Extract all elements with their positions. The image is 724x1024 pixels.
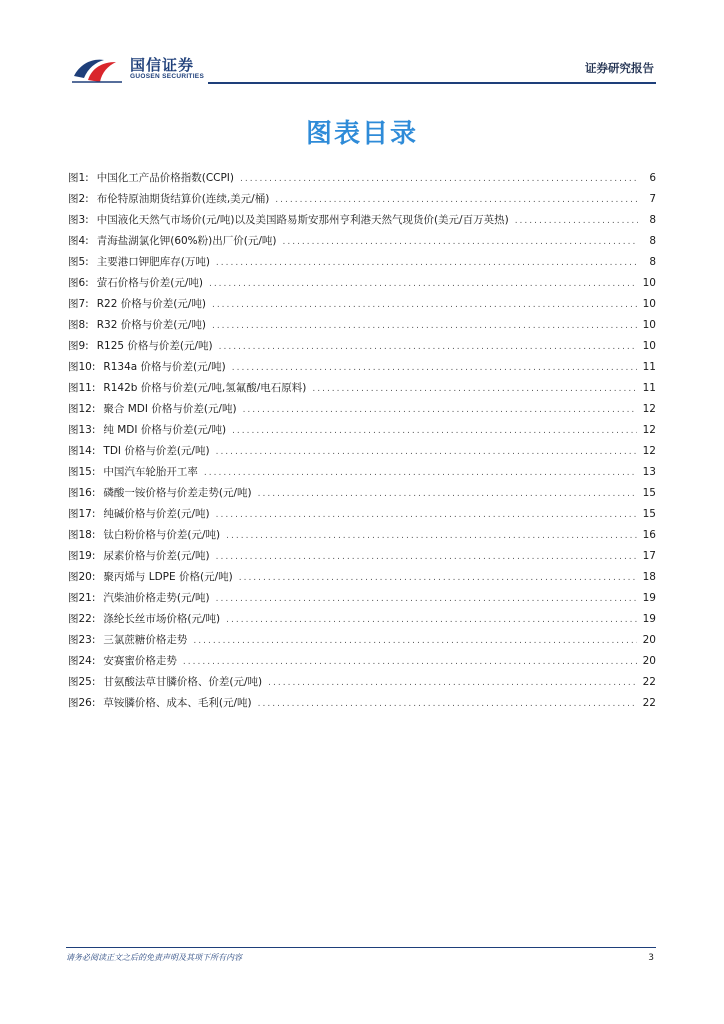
toc-entry[interactable]	[68, 189, 656, 210]
toc-dot-leader	[275, 190, 638, 211]
toc-entry[interactable]	[68, 336, 656, 357]
toc-entry[interactable]	[68, 651, 656, 672]
toc-dot-leader	[216, 253, 638, 274]
toc-entry-label: 图5:	[68, 256, 89, 268]
toc-entry-title: 钛白粉价格与价差(元/吨)	[103, 529, 221, 541]
toc-entry[interactable]	[68, 294, 656, 315]
toc-dot-leader	[258, 694, 637, 715]
toc-entry-label: 图6:	[68, 277, 89, 289]
toc-entry-label: 图24:	[68, 655, 96, 667]
toc-entry-label: 图8:	[68, 319, 89, 331]
toc-entry[interactable]	[68, 273, 656, 294]
toc-dot-leader	[219, 337, 637, 358]
toc-entry-title: 中国液化天然气市场价(元/吨)以及美国路易斯安那州亨利港天然气现货价(美元/百万英热)	[96, 214, 509, 226]
page-title: 图表目录	[305, 119, 418, 149]
toc-entry-page: 10	[642, 298, 656, 310]
toc-entry-page: 20	[642, 655, 656, 667]
toc-entry-label: 图20:	[68, 571, 96, 583]
toc-entry-label: 图9:	[68, 340, 89, 352]
figure-table-of-contents	[68, 168, 656, 714]
page-number: 3	[648, 953, 654, 963]
toc-entry-label: 图16:	[68, 487, 96, 499]
toc-entry-title: 尿素价格与价差(元/吨)	[103, 550, 210, 562]
toc-entry-title: 中国化工产品价格指数(CCPI)	[96, 172, 235, 184]
toc-entry-page: 8	[649, 214, 656, 226]
toc-entry-label: 图19:	[68, 550, 96, 562]
toc-entry-page: 19	[642, 592, 656, 604]
toc-entry-page: 22	[642, 697, 656, 709]
toc-dot-leader	[268, 673, 636, 694]
toc-dot-leader	[193, 631, 636, 652]
toc-entry-page: 16	[642, 529, 656, 541]
page-header	[66, 50, 656, 86]
toc-entry[interactable]	[68, 609, 656, 630]
toc-entry-page: 10	[642, 340, 656, 352]
toc-entry-title: 涤纶长丝市场价格(元/吨)	[103, 613, 221, 625]
toc-entry-title: TDI 价格与价差(元/吨)	[103, 445, 210, 457]
toc-dot-leader	[212, 316, 637, 337]
toc-entry-title: 安赛蜜价格走势	[103, 655, 177, 667]
toc-entry-label: 图7:	[68, 298, 89, 310]
footer-divider	[66, 947, 656, 948]
toc-entry-title: 纯 MDI 价格与价差(元/吨)	[103, 424, 227, 436]
report-type-label: 证券研究报告	[585, 61, 654, 75]
toc-dot-leader	[239, 568, 637, 589]
toc-dot-leader	[216, 547, 637, 568]
toc-entry-page: 19	[642, 613, 656, 625]
toc-entry[interactable]	[68, 252, 656, 273]
toc-entry[interactable]	[68, 168, 656, 189]
toc-entry-title: 汽柴油价格走势(元/吨)	[103, 592, 210, 604]
guosen-logo-icon	[70, 54, 124, 84]
toc-entry-title: 聚丙烯与 LDPE 价格(元/吨)	[103, 571, 233, 583]
toc-entry[interactable]	[68, 315, 656, 336]
toc-entry[interactable]	[68, 462, 656, 483]
toc-entry-label: 图18:	[68, 529, 96, 541]
toc-dot-leader	[232, 358, 637, 379]
toc-dot-leader	[240, 169, 638, 190]
toc-entry-label: 图4:	[68, 235, 89, 247]
toc-dot-leader	[216, 589, 637, 610]
toc-entry-page: 12	[642, 424, 656, 436]
toc-entry-title: R125 价格与价差(元/吨)	[96, 340, 213, 352]
toc-entry-title: 布伦特原油期货结算价(连续,美元/桶)	[96, 193, 270, 205]
toc-entry-page: 13	[642, 466, 656, 478]
toc-dot-leader	[216, 442, 637, 463]
toc-dot-leader	[232, 421, 637, 442]
toc-entry[interactable]	[68, 504, 656, 525]
toc-entry-title: 三氯蔗糖价格走势	[103, 634, 188, 646]
toc-entry-label: 图15:	[68, 466, 96, 478]
toc-entry-label: 图22:	[68, 613, 96, 625]
toc-entry-page: 12	[642, 403, 656, 415]
toc-entry-title: R134a 价格与价差(元/吨)	[103, 361, 226, 373]
toc-entry-page: 8	[649, 256, 656, 268]
toc-dot-leader	[312, 379, 636, 400]
toc-entry[interactable]	[68, 420, 656, 441]
toc-entry-label: 图21:	[68, 592, 96, 604]
toc-entry[interactable]	[68, 441, 656, 462]
toc-entry-label: 图25:	[68, 676, 96, 688]
toc-entry-page: 18	[642, 571, 656, 583]
toc-entry-page: 15	[642, 508, 656, 520]
toc-dot-leader	[226, 610, 636, 631]
toc-dot-leader	[204, 463, 637, 484]
toc-dot-leader	[209, 274, 637, 295]
toc-entry-label: 图2:	[68, 193, 89, 205]
toc-entry-label: 图23:	[68, 634, 96, 646]
toc-entry-title: R32 价格与价差(元/吨)	[96, 319, 206, 331]
toc-entry-label: 图12:	[68, 403, 96, 415]
toc-entry-title: 甘氨酸法草甘膦价格、价差(元/吨)	[103, 676, 263, 688]
toc-entry-page: 10	[642, 277, 656, 289]
toc-entry[interactable]	[68, 210, 656, 231]
toc-entry-label: 图14:	[68, 445, 96, 457]
toc-entry-label: 图1:	[68, 172, 89, 184]
toc-entry-title: 草铵膦价格、成本、毛利(元/吨)	[103, 697, 252, 709]
toc-entry[interactable]	[68, 588, 656, 609]
toc-entry-title: 萤石价格与价差(元/吨)	[96, 277, 203, 289]
toc-entry-title: 青海盐湖氯化钾(60%粉)出厂价(元/吨)	[96, 235, 277, 247]
toc-entry-label: 图3:	[68, 214, 89, 226]
toc-dot-leader	[515, 211, 638, 232]
toc-entry-page: 10	[642, 319, 656, 331]
toc-entry-label: 图26:	[68, 697, 96, 709]
brand-name-en: GUOSEN SECURITIES	[130, 73, 205, 80]
toc-entry[interactable]	[68, 693, 656, 714]
disclaimer-note: 请务必阅读正文之后的免责声明及其项下所有内容	[66, 953, 242, 962]
toc-entry-page: 15	[642, 487, 656, 499]
toc-dot-leader	[243, 400, 637, 421]
toc-entry-title: R142b 价格与价差(元/吨,氢氟酸/电石原料)	[103, 382, 307, 394]
toc-entry-page: 6	[649, 172, 656, 184]
toc-dot-leader	[282, 232, 638, 253]
toc-entry-page: 20	[642, 634, 656, 646]
toc-dot-leader	[212, 295, 637, 316]
toc-entry-page: 22	[642, 676, 656, 688]
toc-entry-title: 聚合 MDI 价格与价差(元/吨)	[103, 403, 237, 415]
toc-entry-title: 中国汽车轮胎开工率	[103, 466, 198, 478]
toc-entry-page: 8	[649, 235, 656, 247]
toc-entry[interactable]	[68, 399, 656, 420]
header-divider	[208, 82, 656, 84]
toc-entry-page: 11	[642, 361, 656, 373]
toc-entry-label: 图17:	[68, 508, 96, 520]
toc-entry-title: 磷酸一铵价格与价差走势(元/吨)	[103, 487, 252, 499]
toc-entry[interactable]	[68, 546, 656, 567]
toc-entry[interactable]	[68, 378, 656, 399]
toc-entry[interactable]	[68, 231, 656, 252]
toc-entry-title: 纯碱价格与价差(元/吨)	[103, 508, 210, 520]
toc-entry-page: 17	[642, 550, 656, 562]
toc-dot-leader	[258, 484, 637, 505]
toc-entry[interactable]	[68, 525, 656, 546]
toc-entry-label: 图10:	[68, 361, 96, 373]
toc-entry-label: 图11:	[68, 382, 96, 394]
toc-entry[interactable]	[68, 483, 656, 504]
toc-dot-leader	[226, 526, 636, 547]
guosen-logo	[70, 52, 230, 86]
brand-name-cn: 国信证券	[130, 56, 195, 74]
toc-entry-page: 12	[642, 445, 656, 457]
toc-entry-page: 11	[642, 382, 656, 394]
toc-entry[interactable]	[68, 357, 656, 378]
toc-entry-title: R22 价格与价差(元/吨)	[96, 298, 206, 310]
toc-entry[interactable]	[68, 567, 656, 588]
toc-entry-label: 图13:	[68, 424, 96, 436]
toc-dot-leader	[183, 652, 637, 673]
toc-entry[interactable]	[68, 672, 656, 693]
toc-entry[interactable]	[68, 630, 656, 651]
toc-entry-title: 主要港口钾肥库存(万吨)	[96, 256, 210, 268]
toc-dot-leader	[216, 505, 637, 526]
toc-entry-page: 7	[649, 193, 656, 205]
